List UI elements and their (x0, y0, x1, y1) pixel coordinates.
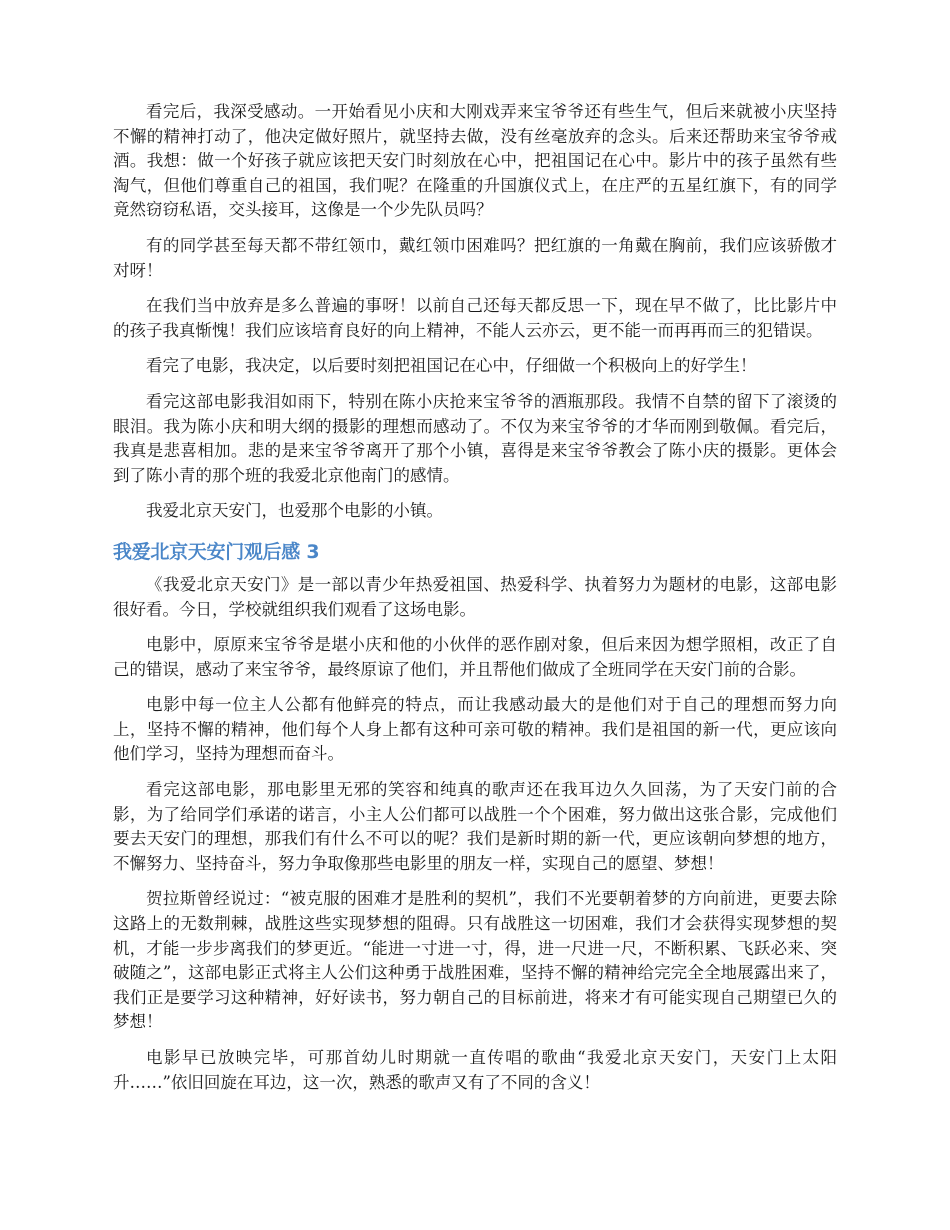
paragraph: 看完这部电影，那电影里无邪的笑容和纯真的歌声还在我耳边久久回荡，为了天安门前的合影，为了给同学们承诺的诺言，小主人公们都可以战胜一个个困难，努力做出这张合影，完成他们要去天安门的理想，那我们有什么不可以的呢？我们是新时期的新一代，更应该朝向梦想的地方，不懈努力、坚持奋斗，努力争取像那些电影里的朋友一样，实现自己的愿望、梦想！ (113, 780, 837, 873)
paragraph: 我爱北京天安门，也爱那个电影的小镇。 (146, 501, 443, 521)
paragraph: 电影早已放映完毕，可那首幼儿时期就一直传唱的歌曲“我爱北京天安门，天安门上太阳升……”依旧回旋在耳边，这一次，熟悉的歌声又有了不同的含义！ (113, 1048, 837, 1092)
paragraph: 电影中每一位主人公都有他鲜亮的特点，而让我感动最大的是他们对于自己的理想而努力向上，坚持不懈的精神，他们每个人身上都有这种可亲可敬的精神。我们是祖国的新一代，更应该向他们学习，坚持为理想而奋斗。 (113, 695, 837, 764)
paragraph: 有的同学甚至每天都不带红领巾，戴红领巾困难吗？把红旗的一角戴在胸前，我们应该骄傲才对呀！ (113, 235, 837, 280)
paragraph: 看完了电影，我决定，以后要时刻把祖国记在心中，仔细做一个积极向上的好学生！ (146, 356, 757, 376)
paragraph: 《我爱北京天安门》是一部以青少年热爱祖国、热爱科学、执着努力为题材的电影，这部电影很好看。今日，学校就组织我们观看了这场电影。 (113, 574, 837, 619)
paragraph: 看完后，我深受感动。一开始看见小庆和大刚戏弄来宝爷爷还有些生气，但后来就被小庆坚持不懈的精神打动了，他决定做好照片，就坚持去做，没有丝毫放弃的念头。后来还帮助来宝爷爷戒酒。我想：做一个好孩子就应该把天安门时刻放在心中，把祖国记在心中。影片中的孩子虽然有些淘气，但他们尊重自己的祖国，我们呢？在隆重的升国旗仪式上，在庄严的五星红旗下，有的同学竟然窃窃私语，交头接耳，这像是一个少先队员吗？ (113, 102, 837, 220)
paragraph: 看完这部电影我泪如雨下，特别在陈小庆抢来宝爷爷的酒瓶那段。我情不自禁的留下了滚烫的眼泪。我为陈小庆和明大纲的摄影的理想而感动了。不仅为来宝爷爷的才华而刚到敬佩。看完后，我真是悲喜相加。悲的是来宝爷爷离开了那个小镇，喜得是来宝爷爷教会了陈小庆的摄影。更体会到了陈小青的那个班的我爱北京他南门的感情。 (113, 391, 837, 485)
paragraph: 电影中，原原来宝爷爷是堪小庆和他的小伙伴的恶作剧对象，但后来因为想学照相，改正了自己的错误，感动了来宝爷爷，最终原谅了他们，并且帮他们做成了全班同学在天安门前的合影。 (113, 635, 837, 679)
section-heading: 我爱北京天安门观后感 3 (113, 540, 320, 563)
paragraph: 贺拉斯曾经说过：“被克服的困难才是胜利的契机”，我们不光要朝着梦的方向前进，更要去除这路上的无数荆棘，战胜这些实现梦想的阻碍。只有战胜这一切困难，我们才会获得实现梦想的契机，才能一步步离我们的梦更近。“能进一寸进一寸，得，进一尺进一尺，不断积累、飞跃必来、突破随之”，这部电影正式将主人公们这种勇于战胜困难，坚持不懈的精神给完完全全地展露出来了，我们正是要学习这种精神，好好读书，努力朝自己的目标前进，将来才有可能实现自己期望已久的梦想！ (113, 889, 837, 1032)
paragraph: 在我们当中放弃是多么普遍的事呀！以前自己还每天都反思一下，现在早不做了，比比影片中的孩子我真惭愧！我们应该培育良好的向上精神，不能人云亦云，更不能一而再再而三的犯错误。 (113, 296, 837, 340)
document-page (113, 100, 837, 1106)
